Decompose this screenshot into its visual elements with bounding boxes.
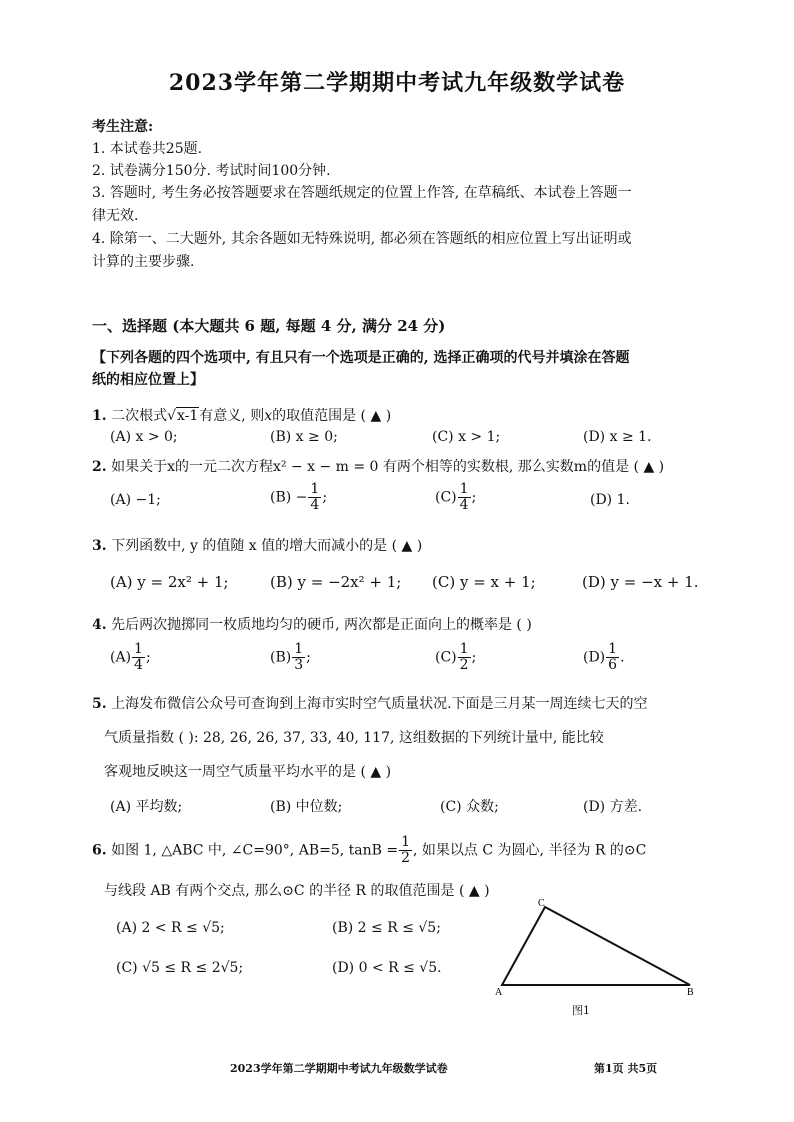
fraction-denominator: 4 xyxy=(310,497,320,513)
option-end: ; xyxy=(322,489,328,506)
option-label: (C) xyxy=(435,489,457,506)
question-text: 的取值范围是 ( ▲ ) xyxy=(272,408,392,424)
fraction-numerator: 1 xyxy=(459,641,469,657)
question-number: 5. xyxy=(92,696,107,712)
question-4 xyxy=(92,614,532,634)
notice-item-4-cont: 计算的主要步骤. xyxy=(92,254,195,270)
option-c: (C) √5 ≤ R ≤ 2√5; xyxy=(116,960,244,976)
section-instruction-2: 纸的相应位置上】 xyxy=(92,372,204,388)
question-number: 3. xyxy=(92,538,107,554)
figure-1-triangle xyxy=(490,895,710,1025)
question-number: 6. xyxy=(92,842,107,859)
option-c xyxy=(435,642,476,673)
fraction-numerator: 1 xyxy=(294,641,304,657)
question-number: 1. xyxy=(92,408,107,424)
option-label: (B) − xyxy=(270,489,308,506)
fraction-denominator: 4 xyxy=(459,497,469,513)
triangle-abc xyxy=(502,907,690,985)
question-text: 下列函数中, y 的值随 x 值的增大而减小的是 ( ▲ ) xyxy=(111,538,423,554)
page-number: 第1页 共5页 xyxy=(594,1062,658,1075)
fraction xyxy=(399,835,412,866)
option-b xyxy=(270,642,311,673)
question-6 xyxy=(92,835,646,866)
question-number: 2. xyxy=(92,459,107,475)
option-label: (C) xyxy=(435,649,457,666)
fraction xyxy=(292,642,305,673)
question-3 xyxy=(92,535,422,555)
section-instruction-1: 【下列各题的四个选项中, 有且只有一个选项是正确的, 选择正确项的代号并填涂在答题 xyxy=(92,350,630,366)
fraction-numerator: 1 xyxy=(401,834,411,850)
fraction-numerator: 1 xyxy=(310,481,320,497)
option-c: (C) y = x + 1; xyxy=(432,573,536,591)
vertex-a-label: A xyxy=(495,987,503,998)
option-a: (A) 2 < R ≤ √5; xyxy=(116,920,225,936)
option-a: (A) x > 0; xyxy=(110,429,178,445)
option-end: ; xyxy=(306,649,311,666)
option-label: (D) xyxy=(583,649,606,666)
option-end: ; xyxy=(145,649,151,666)
option-a: (A) 平均数; xyxy=(110,799,183,815)
notice-item-2: 2. 试卷满分150分. 考试时间100分钟. xyxy=(92,163,331,179)
variable: x xyxy=(264,408,273,424)
footer-title: 2023学年第二学期期中考试九年级数学试卷 xyxy=(230,1062,448,1075)
option-a: (A) −1; xyxy=(110,492,161,508)
question-5-line-2: 气质量指数 ( ): 28, 26, 26, 37, 33, 40, 117, 这组数据的下列统计量中, 能比较 xyxy=(104,730,604,746)
fraction xyxy=(458,482,471,513)
fraction xyxy=(132,642,145,673)
option-c: (C) 众数; xyxy=(440,799,499,815)
option-end: . xyxy=(620,649,625,666)
fraction-denominator: 3 xyxy=(294,657,304,673)
fraction xyxy=(458,642,471,673)
option-d xyxy=(583,642,625,673)
fraction-denominator: 4 xyxy=(134,657,143,673)
fraction-numerator: 1 xyxy=(134,641,143,657)
option-d: (D) 1. xyxy=(590,492,630,508)
option-b xyxy=(270,482,327,513)
fraction xyxy=(606,642,619,673)
option-d: (D) 方差. xyxy=(583,799,643,815)
fraction-numerator: 1 xyxy=(459,481,469,497)
vertex-b-label: B xyxy=(687,987,694,998)
option-a xyxy=(110,642,151,673)
option-c: (C) x > 1; xyxy=(432,429,501,445)
option-d: (D) 0 < R ≤ √5. xyxy=(332,960,442,976)
option-c xyxy=(435,482,476,513)
question-2 xyxy=(92,456,664,476)
option-label: (A) xyxy=(110,649,132,666)
section-heading: 一、选择题 (本大题共 6 题, 每题 4 分, 满分 24 分) xyxy=(92,317,446,335)
option-a: (A) y = 2x² + 1; xyxy=(110,573,229,591)
option-b: (B) y = −2x² + 1; xyxy=(270,573,402,591)
radicand: x-1 xyxy=(177,408,199,424)
question-text: 如图 1, △ABC 中, ∠C=90°, AB=5, tanB = xyxy=(111,842,399,859)
option-b: (B) x ≥ 0; xyxy=(270,429,338,445)
question-text: 先后两次抛掷同一枚质地均匀的硬币, 两次都是正面向上的概率是 ( ) xyxy=(111,617,532,633)
fraction-denominator: 6 xyxy=(608,657,618,673)
option-label: (B) xyxy=(270,649,292,666)
question-text: 如果关于x的一元二次方程x² − x − m = 0 有两个相等的实数根, 那么实数m的值是 ( ▲ ) xyxy=(111,459,665,475)
question-6-line-2: 与线段 AB 有两个交点, 那么⊙C 的半径 R 的取值范围是 ( ▲ ) xyxy=(104,883,490,899)
option-b: (B) 2 ≤ R ≤ √5; xyxy=(332,920,441,936)
notice-item-3-cont: 律无效. xyxy=(92,208,139,224)
option-b: (B) 中位数; xyxy=(270,799,343,815)
notice-item-3: 3. 答题时, 考生务必按答题要求在答题纸规定的位置上作答, 在草稿纸、本试卷上答题一 xyxy=(92,185,632,201)
fraction xyxy=(308,482,321,513)
fraction-numerator: 1 xyxy=(608,641,618,657)
notice-item-1: 1. 本试卷共25题. xyxy=(92,141,203,157)
question-text: 二次根式 xyxy=(111,408,168,424)
exam-title: 2023学年第二学期期中考试九年级数学试卷 xyxy=(168,70,626,96)
vertex-c-label: C xyxy=(538,898,545,909)
question-number: 4. xyxy=(92,617,107,633)
notice-item-4: 4. 除第一、二大题外, 其余各题如无特殊说明, 都必须在答题纸的相应位置上写出证明或 xyxy=(92,231,632,247)
option-end: ; xyxy=(471,489,477,506)
fraction-denominator: 2 xyxy=(459,657,469,673)
question-5-line-3: 客观地反映这一周空气质量平均水平的是 ( ▲ ) xyxy=(104,764,392,780)
question-text: 有意义, 则 xyxy=(199,408,265,424)
fraction-denominator: 2 xyxy=(401,850,411,866)
figure-caption: 图1 xyxy=(572,1004,590,1017)
question-5 xyxy=(92,693,648,713)
question-1 xyxy=(92,405,391,425)
option-end: ; xyxy=(471,649,477,666)
option-d: (D) x ≥ 1. xyxy=(583,429,652,445)
sqrt-sign: √ xyxy=(167,408,176,424)
question-text: , 如果以点 C 为圆心, 半径为 R 的⊙C xyxy=(413,842,647,859)
notice-heading: 考生注意: xyxy=(92,119,154,135)
question-text: 上海发布微信公众号可查询到上海市实时空气质量状况.下面是三月某一周连续七天的空 xyxy=(111,696,648,712)
option-d: (D) y = −x + 1. xyxy=(582,573,699,591)
